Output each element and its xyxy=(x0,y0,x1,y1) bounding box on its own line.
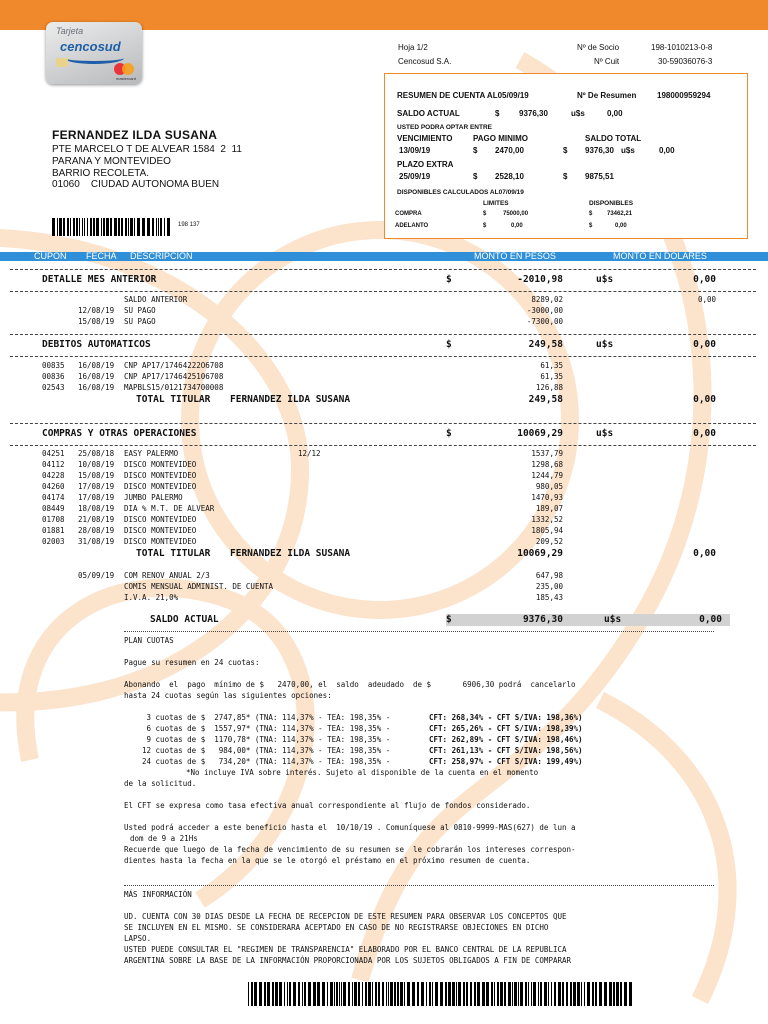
disponibles-title: DISPONIBLES CALCULADOS AL07/09/19 xyxy=(397,189,524,196)
row-usd: 0,00 xyxy=(697,295,716,304)
info-line: ARGENTINA SOBRE LA BASE DE LA INFORMACIÓN PROPORCIONADA POR LOS SUJETOS OBLIGADOS A FIN DE COMPARAR xyxy=(124,956,572,965)
compras-pesos: 10069,29 xyxy=(517,428,563,439)
orange-dot-icon xyxy=(138,18,144,24)
plan-title: PLAN CUOTAS xyxy=(124,636,174,645)
row-desc: DISCO MONTEVIDEO xyxy=(124,482,197,491)
row-desc: CNP AP17/1746425106708 xyxy=(124,372,224,381)
plan-abonando-2: hasta 24 cuotas según las siguientes opciones: xyxy=(124,691,332,700)
debitos-currency: $ xyxy=(446,339,452,350)
compras-total-name: FERNANDEZ ILDA SUSANA xyxy=(230,548,351,559)
saldo-pesos: 9376,30 xyxy=(519,109,548,118)
pago-minimo-value: 2470,00 xyxy=(495,146,524,155)
plan-nota-1: *No incluye IVA sobre interés. Sujeto al disponible de la cuenta en el momento xyxy=(186,768,539,777)
saldo-actual-currency: $ xyxy=(446,614,452,625)
compras-title: COMPRAS Y OTRAS OPERACIONES xyxy=(42,428,197,439)
row-fecha: 28/08/19 xyxy=(78,526,115,535)
saldo-currency: $ xyxy=(495,109,500,118)
plazo-extra-total-currency: $ xyxy=(563,172,568,181)
address-line-2: PARANA Y MONTEVIDEO xyxy=(52,156,171,167)
row-pesos: 61,35 xyxy=(540,361,563,370)
detalle-currency: $ xyxy=(446,274,452,285)
col-monto-dolares: MONTO EN DOLARES xyxy=(613,251,707,261)
debitos-total-pesos: 249,58 xyxy=(528,394,563,405)
row-desc: DISCO MONTEVIDEO xyxy=(124,515,197,524)
plazo-extra-total: 9875,51 xyxy=(585,172,614,181)
row-cupon: 04251 xyxy=(42,449,65,458)
plan-option-text: 12 cuotas de $ 984,00* (TNA: 114,37% - TEA: 198,35% - xyxy=(142,746,395,755)
saldo-actual-usd: 0,00 xyxy=(699,614,722,625)
vencimiento-label: VENCIMIENTO xyxy=(397,134,453,143)
compras-total-pesos: 10069,29 xyxy=(517,548,563,559)
payment-barcode xyxy=(248,982,634,1006)
detalle-title: DETALLE MES ANTERIOR xyxy=(42,274,157,285)
adelanto-disponible-currency: $ xyxy=(589,223,593,229)
row-pesos: 61,35 xyxy=(540,372,563,381)
row-desc: COM RENOV ANUAL 2/3 xyxy=(124,571,210,580)
debitos-title: DEBITOS AUTOMATICOS xyxy=(42,339,151,350)
cencosud-card-logo xyxy=(46,22,142,84)
info-line: LAPSO. xyxy=(124,934,152,943)
row-cupon: 04112 xyxy=(42,460,65,469)
pago-minimo-label: PAGO MINIMO xyxy=(473,134,528,143)
separator xyxy=(10,291,756,292)
row-desc: DISCO MONTEVIDEO xyxy=(124,526,197,535)
debitos-usd-currency: u$s xyxy=(596,339,614,350)
separator xyxy=(124,631,714,632)
saldo-actual-usd-currency: u$s xyxy=(604,614,622,625)
saldo-actual-label: SALDO ACTUAL xyxy=(397,109,460,118)
plan-acceso-2: dom de 9 a 21Hs xyxy=(130,834,198,843)
row-fecha: 31/08/19 xyxy=(78,537,115,546)
saldo-usd: 0,00 xyxy=(607,109,623,118)
row-desc: DISCO MONTEVIDEO xyxy=(124,537,197,546)
row-fecha: 16/08/19 xyxy=(78,383,115,392)
col-descripcion: DESCRIPCION xyxy=(130,251,193,261)
socio-value: 198-1010213-0-8 xyxy=(651,43,713,52)
plazo-extra-value: 2528,10 xyxy=(495,172,524,181)
address-line-4: 01060 CIUDAD AUTONOMA BUEN xyxy=(52,179,220,190)
row-fecha: 25/08/18 xyxy=(78,449,115,458)
column-header-band xyxy=(0,252,768,261)
resumen-number-label: Nº De Resumen xyxy=(577,91,637,100)
row-fecha: 10/08/19 xyxy=(78,460,115,469)
plan-option-text: 6 cuotas de $ 1557,97* (TNA: 114,37% - TEA: 198,35% - xyxy=(142,724,395,733)
row-cupon: 04260 xyxy=(42,482,65,491)
plan-cft: El CFT se expresa como tasa efectiva anual correspondiente al flujo de fondos considerado. xyxy=(124,801,531,810)
separator xyxy=(10,445,756,446)
plan-acceso-1: Usted podrá acceder a este beneficio hasta el 10/10/19 . Comuníquese al 0810-9999-MAS(627) de lun a xyxy=(124,823,576,832)
info-line: USTED PUEDE CONSULTAR EL "REGIMEN DE TRANSPARENCIA" ELABORADO POR EL BANCO CENTRAL DE LA REPUBLICA xyxy=(124,945,567,954)
info-line: SE INCLUYEN EN EL MISMO. SE CONSIDERARA ACEPTADO EN CASO DE NO REGISTRARSE OBJECIONES EN DICHO xyxy=(124,923,549,932)
debitos-usd: 0,00 xyxy=(693,339,716,350)
col-cupon: CUPON xyxy=(34,251,67,261)
row-desc: I.V.A. 21,0% xyxy=(124,593,179,602)
compra-currency: $ xyxy=(483,211,487,217)
row-fecha: 17/08/19 xyxy=(78,482,115,491)
row-desc: DIA % M.T. DE ALVEAR xyxy=(124,504,215,513)
socio-label: Nº de Socio xyxy=(577,43,620,52)
plan-nota-2: de la solicitud. xyxy=(124,779,197,788)
row-pesos: 647,98 xyxy=(535,571,563,580)
row-desc: EASY PALERMO xyxy=(124,449,179,458)
detalle-usd-currency: u$s xyxy=(596,274,614,285)
card-tarjeta-label: Tarjeta xyxy=(56,26,84,36)
row-pesos: 1244,79 xyxy=(531,471,563,480)
row-cupon: 01881 xyxy=(42,526,65,535)
plan-intro: Pague su resumen en 24 cuotas: xyxy=(124,658,260,667)
plan-option-cft: CFT: 268,34% - CFT S/IVA: 198,36%) xyxy=(429,713,583,722)
saldo-total-usd: 0,00 xyxy=(659,146,675,155)
row-desc: SU PAGO xyxy=(124,317,156,326)
row-desc: CNP AP17/17464222O6708 xyxy=(124,361,224,370)
row-pesos: 126,88 xyxy=(535,383,563,392)
row-pesos: 189,07 xyxy=(535,504,563,513)
saldo-usd-currency: u$s xyxy=(571,109,585,118)
plan-option-cft: CFT: 265,26% - CFT S/IVA: 198,39%) xyxy=(429,724,583,733)
saldo-total-usd-currency: u$s xyxy=(621,146,635,155)
mastercard-label: mastercard xyxy=(115,76,136,81)
plan-option-cft: CFT: 262,89% - CFT S/IVA: 198,46%) xyxy=(429,735,583,744)
optar-label: USTED PODRA OPTAR ENTRE xyxy=(397,124,492,131)
saldo-total-value: 9376,30 xyxy=(585,146,614,155)
info-title: MÁS INFORMACIÓN xyxy=(124,890,192,899)
saldo-actual-label: SALDO ACTUAL xyxy=(150,614,219,625)
info-line: UD. CUENTA CON 30 DIAS DESDE LA FECHA DE RECEPCION DE ESTE RESUMEN PARA OBSERVAR LOS CONCEPTOS QUE xyxy=(124,912,567,921)
plan-abonando-1: Abonando el pago mínimo de $ 2470,00, el saldo adeudado de $ 6906,30 podrá cancelarlo xyxy=(124,680,576,689)
compra-disponible-currency: $ xyxy=(589,211,593,217)
col-monto-pesos: MONTO EN PESOS xyxy=(474,251,556,261)
row-desc: SU PAGO xyxy=(124,306,156,315)
detalle-pesos: -2010,98 xyxy=(517,274,563,285)
plan-recuerde-1: Recuerde que luego de la fecha de vencimiento de su resumen se le cobrarán los intereses correspon- xyxy=(124,845,576,854)
row-pesos: -7300,00 xyxy=(526,317,563,326)
separator xyxy=(10,269,756,270)
company-name: Cencosud S.A. xyxy=(398,57,452,66)
adelanto-label: ADELANTO xyxy=(395,223,429,229)
row-pesos: 235,00 xyxy=(535,582,563,591)
row-cupon: 01708 xyxy=(42,515,65,524)
mastercard-icon xyxy=(114,63,134,75)
row-desc: COMIS MENSUAL ADMINIST. DE CUENTA xyxy=(124,582,274,591)
disponibles-label: DISPONIBLES xyxy=(589,200,634,207)
card-chip-icon xyxy=(56,58,68,67)
row-desc: MAPBLS15/0121734700008 xyxy=(124,383,224,392)
row-cupon: 08449 xyxy=(42,504,65,513)
debitos-total-usd: 0,00 xyxy=(693,394,716,405)
row-pesos: -3000,00 xyxy=(526,306,563,315)
saldo-total-label: SALDO TOTAL xyxy=(585,134,642,143)
limites-label: LIMITES xyxy=(483,200,509,207)
address-line-3: BARRIO RECOLETA. xyxy=(52,168,150,179)
pago-minimo-currency: $ xyxy=(473,146,478,155)
compra-limite: 75000,00 xyxy=(503,211,529,217)
debitos-total-name: FERNANDEZ ILDA SUSANA xyxy=(230,394,351,405)
separator xyxy=(10,356,756,357)
holder-name: FERNANDEZ ILDA SUSANA xyxy=(52,128,218,142)
col-fecha: FECHA xyxy=(86,251,117,261)
row-fecha: 21/08/19 xyxy=(78,515,115,524)
mail-barcode xyxy=(52,218,170,236)
mail-barcode-number: 198 137 xyxy=(178,222,200,228)
row-pesos: 1332,52 xyxy=(531,515,563,524)
row-pesos: 185,43 xyxy=(535,593,563,602)
saldo-total-currency: $ xyxy=(563,146,568,155)
compras-currency: $ xyxy=(446,428,452,439)
separator xyxy=(10,334,756,335)
debitos-total-label: TOTAL TITULAR xyxy=(136,394,211,405)
row-fecha: 18/08/19 xyxy=(78,504,115,513)
row-cuota: 12/12 xyxy=(298,449,321,458)
account-summary-box xyxy=(384,73,748,239)
plazo-extra-currency: $ xyxy=(473,172,478,181)
row-desc: DISCO MONTEVIDEO xyxy=(124,471,197,480)
saldo-actual-pesos: 9376,30 xyxy=(522,614,563,625)
row-cupon: 00836 xyxy=(42,372,65,381)
vencimiento-date: 13/09/19 xyxy=(399,146,431,155)
row-fecha: 12/08/19 xyxy=(78,306,115,315)
row-desc: SALDO ANTERIOR xyxy=(124,295,188,304)
row-pesos: 1805,94 xyxy=(531,526,563,535)
row-fecha: 16/08/19 xyxy=(78,361,115,370)
row-fecha: 15/08/19 xyxy=(78,471,115,480)
row-cupon: 00835 xyxy=(42,361,65,370)
row-pesos: 8289,02 xyxy=(531,295,563,304)
row-fecha: 05/09/19 xyxy=(78,571,115,580)
separator xyxy=(124,885,714,886)
plan-option-cft: CFT: 261,13% - CFT S/IVA: 198,56%) xyxy=(429,746,583,755)
plan-option-text: 3 cuotas de $ 2747,85* (TNA: 114,37% - TEA: 198,35% - xyxy=(142,713,395,722)
separator xyxy=(10,423,756,424)
row-fecha: 17/08/19 xyxy=(78,493,115,502)
compra-disponible: 73462,21 xyxy=(607,211,633,217)
row-fecha: 16/08/19 xyxy=(78,372,115,381)
resumen-number: 198000959294 xyxy=(657,91,711,100)
debitos-pesos: 249,58 xyxy=(528,339,563,350)
detalle-usd: 0,00 xyxy=(693,274,716,285)
row-desc: DISCO MONTEVIDEO xyxy=(124,460,197,469)
card-brand-name: cencosud xyxy=(60,39,121,54)
plan-option-cft: CFT: 258,97% - CFT S/IVA: 199,49%) xyxy=(429,757,583,766)
row-cupon: 02543 xyxy=(42,383,65,392)
adelanto-disponible: 0,00 xyxy=(615,223,627,229)
compras-total-label: TOTAL TITULAR xyxy=(136,548,211,559)
row-pesos: 1537,79 xyxy=(531,449,563,458)
plan-recuerde-2: dientes hasta la fecha en la que se le otorgó el préstamo en el próximo resumen de cuenta. xyxy=(124,856,531,865)
compras-usd-currency: u$s xyxy=(596,428,614,439)
page-indicator: Hoja 1/2 xyxy=(398,43,428,52)
adelanto-currency: $ xyxy=(483,223,487,229)
adelanto-limite: 0,00 xyxy=(511,223,523,229)
compras-total-usd: 0,00 xyxy=(693,548,716,559)
compras-usd: 0,00 xyxy=(693,428,716,439)
row-cupon: 04174 xyxy=(42,493,65,502)
row-desc: JUMBO PALERMO xyxy=(124,493,183,502)
plazo-extra-label: PLAZO EXTRA xyxy=(397,160,454,169)
cuit-label: Nº Cuit xyxy=(594,57,620,66)
row-cupon: 04228 xyxy=(42,471,65,480)
plazo-extra-date: 25/09/19 xyxy=(399,172,431,181)
row-pesos: 1298,68 xyxy=(531,460,563,469)
row-fecha: 15/08/19 xyxy=(78,317,115,326)
address-line-1: PTE MARCELO T DE ALVEAR 1584 2 11 xyxy=(52,144,242,155)
row-cupon: 02003 xyxy=(42,537,65,546)
row-pesos: 1470,93 xyxy=(531,493,563,502)
compra-label: COMPRA xyxy=(395,211,422,217)
summary-title: RESUMEN DE CUENTA AL05/09/19 xyxy=(397,91,529,100)
plan-option-text: 9 cuotas de $ 1170,78* (TNA: 114,37% - TEA: 198,35% - xyxy=(142,735,395,744)
row-pesos: 209,52 xyxy=(535,537,563,546)
plan-option-text: 24 cuotas de $ 734,20* (TNA: 114,37% - TEA: 198,35% - xyxy=(142,757,395,766)
row-pesos: 980,05 xyxy=(535,482,563,491)
cuit-value: 30-59036076-3 xyxy=(658,57,713,66)
